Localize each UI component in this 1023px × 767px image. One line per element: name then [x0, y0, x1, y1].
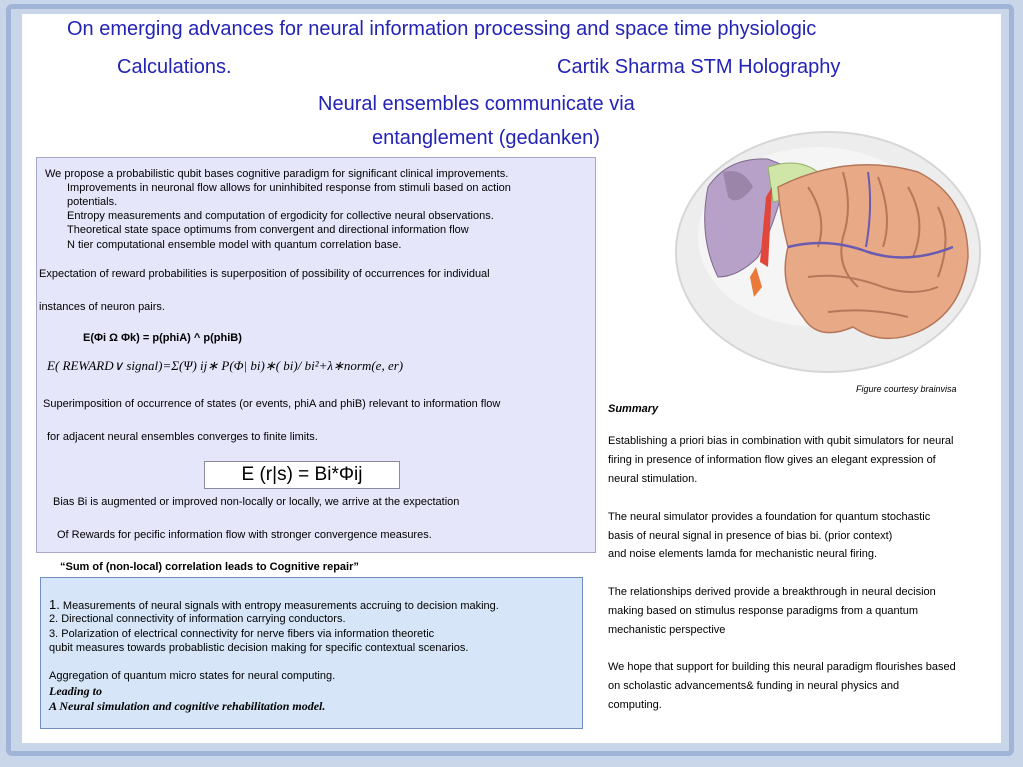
equation-2: E( REWARD∨ signal)=Σ(Ψ) ij∗ P(Φ| bi)∗( bi)/ bi²+λ∗norm(e, er): [47, 358, 404, 373]
brain-figure: [668, 127, 988, 382]
summary-line-8: making based on stimulus response paradigms from a quantum: [608, 605, 918, 617]
summary-line-3: neural stimulation.: [608, 473, 698, 485]
list-item-3a: 3. Polarization of electrical connectivity for nerve fibers via information theoretic: [49, 628, 435, 640]
model-text: A Neural simulation and cognitive rehabilitation model.: [49, 699, 326, 713]
intro-text-11: Bias Bi is augmented or improved non-locally or locally, we arrive at the expectation: [53, 496, 460, 508]
aggregation-text: Aggregation of quantum micro states for neural computing.: [49, 670, 336, 682]
intro-panel: [36, 157, 596, 553]
summary-line-6: and noise elements lamda for mechanistic neural firing.: [608, 548, 878, 560]
author: Cartik Sharma STM Holography: [557, 56, 841, 78]
figure-caption: Figure courtesy brainvisa: [856, 384, 957, 394]
findings-panel: [40, 577, 583, 729]
list-item-3b: qubit measures towards probablistic decision making for specific contextual scenarios.: [49, 642, 469, 654]
intro-text-9: Superimposition of occurrence of states (or events, phiA and phiB) relevant to information flow: [43, 398, 501, 410]
subtitle-line-1: Neural ensembles communicate via: [318, 93, 635, 115]
summary-title: Summary: [608, 403, 659, 415]
intro-text-1: We propose a probabilistic qubit bases cognitive paradigm for significant clinical improvements.: [45, 168, 509, 180]
summary-line-12: computing.: [608, 699, 662, 711]
intro-text-4: Entropy measurements and computation of ergodicity for collective neural observations.: [67, 210, 494, 222]
summary-line-9: mechanistic perspective: [608, 624, 726, 636]
list-item-1: [49, 597, 499, 612]
title-line-1: On emerging advances for neural information processing and space time physiologic: [67, 18, 817, 40]
summary-line-2: firing in presence of information flow gives an elegant expression of: [608, 454, 936, 466]
intro-text-3: potentials.: [67, 196, 118, 208]
intro-text-2: Improvements in neuronal flow allows for uninhibited response from stimuli based on action: [67, 182, 511, 194]
summary-line-7: The relationships derived provide a breakthrough in neural decision: [608, 586, 936, 598]
leading-to-text: Leading to: [49, 684, 102, 698]
list-text-1: Measurements of neural signals with entropy measurements accruing to decision making.: [62, 600, 499, 612]
formula-box: E (r|s) = Bi*Φij: [204, 461, 400, 489]
subtitle-line-2: entanglement (gedanken): [372, 127, 600, 149]
summary-line-4: The neural simulator provides a foundation for quantum stochastic: [608, 511, 931, 523]
summary-line-5: basis of neural signal in presence of bias bi. (prior context): [608, 530, 893, 542]
intro-text-8: instances of neuron pairs.: [39, 301, 165, 313]
intro-text-7: Expectation of reward probabilities is superposition of possibility of occurrences for individual: [39, 268, 490, 280]
quote: “Sum of (non-local) correlation leads to Cognitive repair”: [60, 561, 359, 573]
title-line-2a: Calculations.: [117, 56, 232, 78]
list-number-1: 1.: [49, 597, 60, 612]
list-item-2: 2. Directional connectivity of information carrying conductors.: [49, 613, 346, 625]
summary-line-10: We hope that support for building this neural paradigm flourishes based: [608, 661, 956, 673]
intro-text-12: Of Rewards for pecific information flow with stronger convergence measures.: [57, 529, 432, 541]
equation-1: E(Φi Ω Φk) = p(phiA) ^ p(phiB): [83, 332, 242, 344]
intro-text-6: N tier computational ensemble model with quantum correlation base.: [67, 239, 402, 251]
summary-line-11: on scholastic advancements& funding in neural physics and: [608, 680, 900, 692]
intro-text-10: for adjacent neural ensembles converges to finite limits.: [47, 431, 318, 443]
intro-text-5: Theoretical state space optimums from convergent and directional information flow: [67, 224, 469, 236]
summary-line-1: Establishing a priori bias in combination with qubit simulators for neural: [608, 435, 954, 447]
